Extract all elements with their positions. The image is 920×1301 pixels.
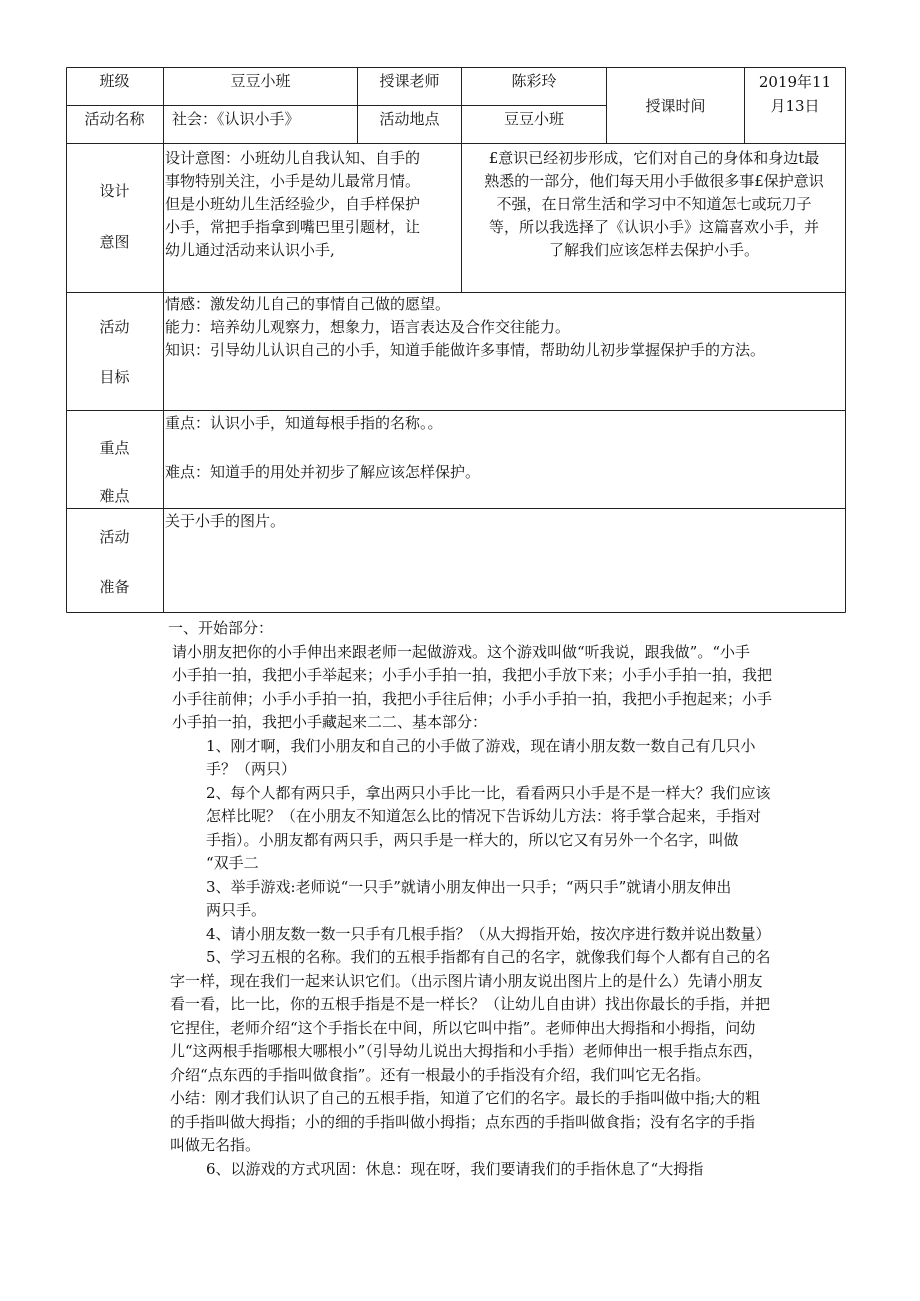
key-point: 重点：认识小手，知道每根手指的名称。。 (165, 414, 443, 432)
paragraph-line: 看一看，比一比，你的五根手指是不是一样长？（让幼儿自由讲）找出你最长的手指，并把 (170, 995, 771, 1013)
design-left-line: 幼儿通过活动来认识小手, (165, 241, 335, 259)
paragraph-line: 1、刚才啊，我们小朋友和自己的小手做了游戏，现在请小朋友数一数自己有几只小 (206, 736, 756, 755)
paragraph-line: 6、以游戏的方式巩固：休息：现在呀，我们要请我们的手指休息了“大拇指 (206, 1159, 704, 1178)
time-value (745, 70, 845, 118)
design-right-text (463, 147, 845, 262)
paragraph-line: 叫做无名指。 (170, 1136, 261, 1154)
key-label-2: 难点 (99, 487, 130, 505)
paragraph-line: 小手拍一拍，我把小手举起来；小手小手拍一拍，我把小手放下来；小手小手拍一拍，我把 (172, 666, 773, 684)
teacher-value: 陈彩玲 (511, 72, 557, 90)
prep-label-2: 准备 (99, 578, 130, 596)
goals-text (165, 293, 765, 362)
design-right-line: 不强，在日常生活和学习中不知道怎七或玩刀子 (496, 195, 812, 213)
paragraph-line: 字一样，现在我们一起来认识它们。（出示图片请小朋友说出图片上的是什么）先请小朋友 (170, 971, 763, 990)
location-label: 活动地点 (379, 110, 440, 128)
teacher-label: 授课老师 (379, 72, 440, 90)
paragraph-line: 小手拍一拍，我把小手藏起来二二、基本部分： (172, 713, 488, 731)
section-heading: 一、开始部分： (168, 619, 274, 637)
design-left-text (165, 147, 420, 262)
design-right-line: £意识已经初步形成，它们对自己的身体和身边t最 (488, 149, 820, 167)
time-label: 授课时间 (645, 97, 706, 115)
class-label: 班级 (99, 72, 130, 90)
location-value: 豆豆小班 (503, 110, 564, 128)
design-left-line: 事物特别关注，小手是幼儿最常月情。 (165, 172, 421, 190)
paragraph-line: 手？（两只） (206, 760, 297, 778)
goal-line: 知识：引导幼儿认识自己的小手，知道手能做许多事情，帮助幼儿初步掌握保护手的方法。 (165, 341, 766, 359)
paragraph-line: 儿“这两根手指哪根大哪根小”（引导幼儿说出大拇指和小手指）老师伸出一根手指点东西， (170, 1042, 763, 1060)
paragraph-line: 请小朋友把你的小手伸出来跟老师一起做游戏。这个游戏叫做“听我说，跟我做”。“小手 (172, 642, 751, 661)
goal-label-2: 目标 (99, 368, 130, 386)
lesson-process-text (168, 617, 848, 1181)
paragraph-line: 2、每个人都有两只手，拿出两只小手比一比，看看两只小手是不是一样大？我们应该 (206, 783, 771, 802)
paragraph-line: 手指）。小朋友都有两只手，两只手是一样大的，所以它又有另外一个名字，叫做 (206, 830, 739, 849)
time-value-line1: 2019年11 (758, 73, 832, 91)
key-label-1: 重点 (99, 439, 130, 457)
paragraph-line: “双手二 (206, 854, 259, 872)
paragraph-line: 它捏住，老师介绍“这个手指长在中间，所以它叫中指”。老师伸出大拇指和小拇指，问幼 (170, 1018, 756, 1037)
difficulty: 难点：知道手的用处并初步了解应该怎样保护。 (165, 463, 481, 481)
goal-line: 情感：激发幼儿自己的事情自己做的愿望。 (165, 295, 451, 313)
paragraph-line: 介绍“点东西的手指叫做食指”。还有一根最小的手指没有介绍，我们叫它无名指。 (170, 1065, 711, 1084)
paragraph-line: 小结：刚才我们认识了自己的五根手指，知道了它们的名字。最长的手指叫做中指;大的粗 (170, 1089, 761, 1107)
class-value: 豆豆小班 (230, 72, 291, 90)
design-left-line: 小手，常把手指拿到嘴巴里引题材，让 (165, 218, 421, 236)
paragraph-line: 怎样比呢？（在小朋友不知道怎么比的情况下告诉幼儿方法：将手掌合起来，手指对 (206, 807, 762, 825)
time-value-line2: 月13日 (770, 97, 820, 115)
activity-label: 活动名称 (84, 110, 145, 128)
prep-value: 关于小手的图片。 (165, 512, 286, 530)
design-left-line: 设计意图：小班幼儿自我认知、自手的 (165, 149, 421, 167)
design-label-2: 意图 (99, 233, 130, 251)
paragraph-line: 两只手。 (206, 901, 267, 919)
design-right-line: 了解我们应该怎样去保护小手。 (548, 241, 759, 259)
paragraph-line: 的手指叫做大拇指；小的细的手指叫做小拇指；点东西的手指叫做食指；没有名字的手指 (170, 1112, 756, 1131)
paragraph-line: 5、学习五根的名称。我们的五根手指都有自己的名字，就像我们每个人都有自己的名 (206, 948, 771, 966)
goal-line: 能力：培养幼儿观察力，想象力，语言表达及合作交往能力。 (165, 318, 571, 336)
design-right-line: 熟悉的一部分，他们每天用小手做很多事£保护意识 (484, 172, 824, 190)
design-right-line: 等，所以我选择了《认识小手》这篇喜欢小手，并 (488, 218, 819, 236)
lesson-plan-table (66, 67, 846, 613)
goal-label-1: 活动 (99, 318, 130, 336)
paragraph-line: 4、请小朋友数一数一只手有几根手指？（从大拇指开始，按次序进行数并说出数量） (206, 924, 771, 943)
prep-label-1: 活动 (99, 528, 130, 546)
paragraph-line: 小手往前伸；小手小手拍一拍，我把小手往后伸；小手小手拍一拍，我把小手抱起来；小手 (172, 689, 773, 708)
activity-value: 社会：《认识小手》 (172, 110, 300, 128)
design-left-line: 但是小班幼儿生活经验少，自手样保护 (165, 195, 421, 213)
design-label-1: 设计 (99, 182, 130, 200)
paragraph-line: 3、举手游戏:老师说“一只手”就请小朋友伸出一只手；“两只手”就请小朋友伸出 (206, 877, 732, 896)
